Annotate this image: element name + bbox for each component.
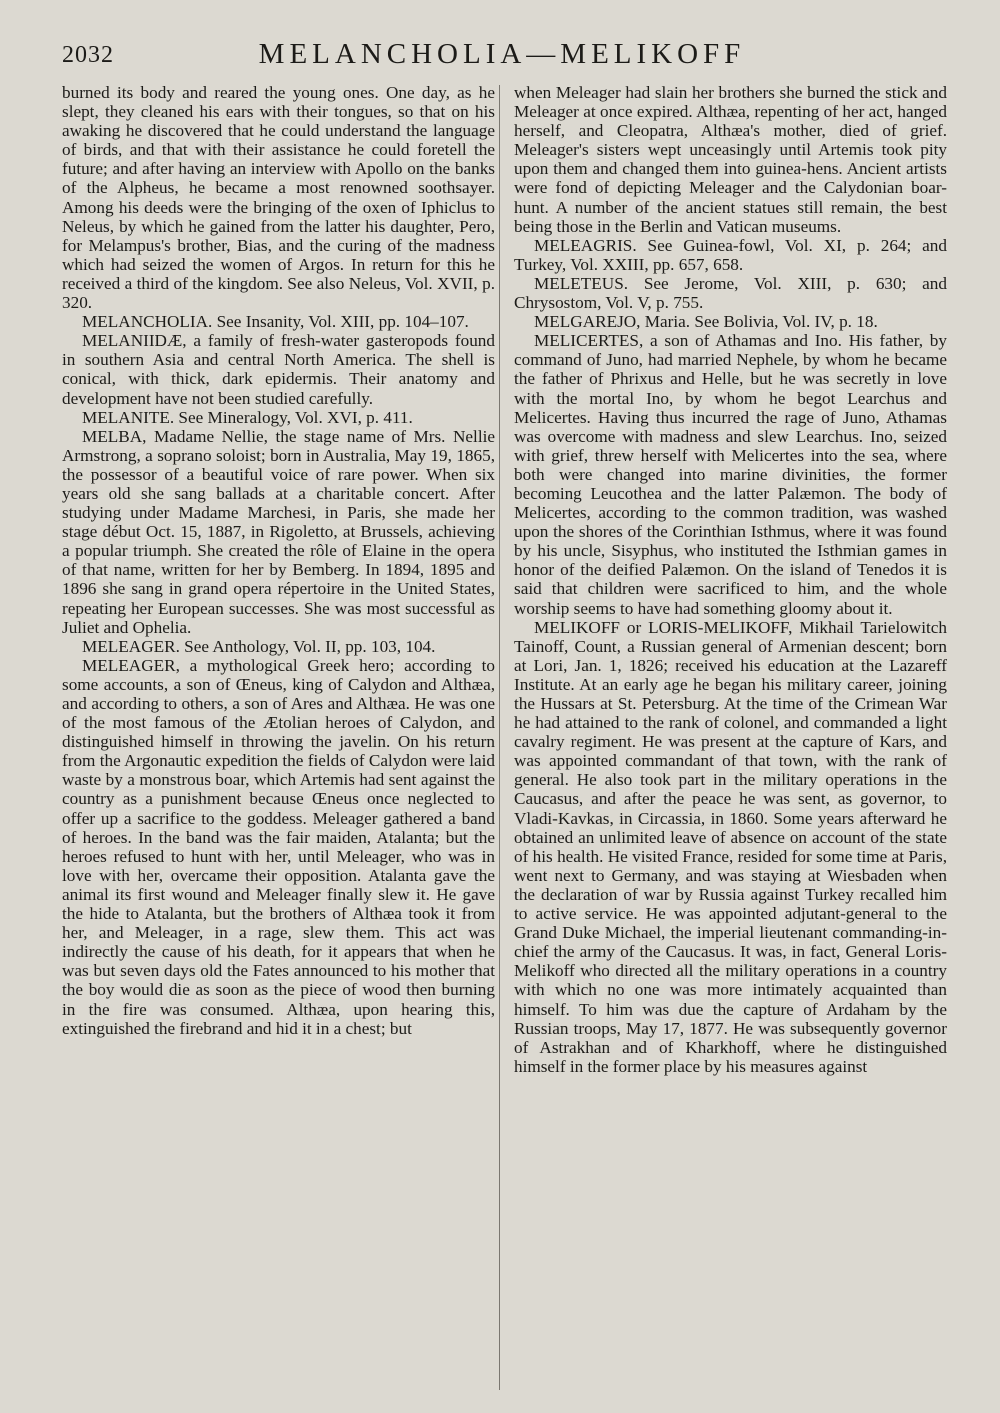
entry-melikoff: MELIKOFF or LORIS-MELIKOFF, Mikhail Tarielowitch Tainoff, Count, a Russian general of Armenian descent; born at Lori, Jan. 1, 1826; received his education at the Lazareff Institute. At an early age he began his military career, joining the Hussars at St. Petersburg. At the time of the Crimean War he had attained to the rank of colonel, and commanded a light cavalry regiment. He was present at the capture of Kars, and was appointed commandant of that town, with the rank of general. He also took part in the military operations in the Caucasus, and after the peace he was sent, as governor, to Vladi-Kavkas, in Circassia, in 1860. Some years afterward he obtained an unlimited leave of absence on account of the state of his health. He visited France, resided for some time at Paris, went next to Germany, and was staying at Wiesbaden when the declaration of war by Russia against Turkey recalled him to active service. He was appointed adjutant-general to the Grand Duke Michael, the imperial lieutenant commanding-in-chief the army of the Caucasus. It was, in fact, General Loris-Melikoff who directed all the military operations in a country with which no one was more intimately acquainted than himself. To him was due the capture of Ardaham by the Russian troops, May 17, 1877. He was subsequently governor of Astrakhan and of Kharkhoff, where he distinguished himself in the former place by his measures against [514,617,947,1076]
column-divider [499,85,500,1390]
entry-melicertes: MELICERTES, a son of Athamas and Ino. His father, by command of Juno, had married Nephele, by whom he became the father of Phrixus and Helle, but he was secretly in love with the mortal Ino, by whom he begot Learchus and Melicertes. Having thus incurred the rage of Juno, Athamas was overcome with madness and slew Learchus. Ino, seized with grief, threw herself with Melicertes into the sea, where both were changed into marine divinities, the former becoming Leucothea and the latter Palæmon. The body of Melicertes, according to the common tradition, was washed upon the shores of the Corinthian Isthmus, where it was found by his uncle, Sisyphus, who instituted the Isthmian games in honor of the deified Palæmon. On the island of Tenedos it is said that children were sacrificed to him, and the whole worship seems to have had something gloomy about it. [514,331,947,618]
entry-melancholia: MELANCHOLIA. See Insanity, Vol. XIII, pp. 104–107. [82,312,469,332]
entry-melaniidae: MELANIIDÆ, a family of fresh-water gasteropods found in southern Asia and central North America. The shell is conical, with thick, dark epidermis. Their anatomy and development have not been studied carefully. [62,331,495,408]
entry-meleager-cross-ref: MELEAGER. See Anthology, Vol. II, pp. 103, 104. [82,636,436,656]
entry-melanite: MELANITE. See Mineralogy, Vol. XVI, p. 411. [82,407,413,427]
entry-meleteus: MELETEUS. See Jerome, Vol. XIII, p. 630; and Chrysostom, Vol. V, p. 755. [514,273,947,313]
left-column [62,83,495,1038]
entry-melampus-continued: burned its body and reared the young ones. One day, as he slept, they cleaned his ears with their tongues, so that on his awaking he discovered that he could understand the language of birds, and that with their assistance he could foretell the future; and after having an interview with Apollo on the banks of the Alpheus, he became a most renowned soothsayer. Among his deeds were the bringing of the oxen of Iphiclus to Neleus, by which he gained from the latter his daughter, Pero, for Melampus's brother, Bias, and the curing of the madness which had seized the women of Argos. In return for this he received a third of the kingdom. See also Neleus, Vol. XVII, p. 320. [62,83,495,313]
right-column [514,83,947,1076]
entry-melba: MELBA, Madame Nellie, the stage name of Mrs. Nellie Armstrong, a soprano soloist; born in Australia, May 19, 1865, the possessor of a beautiful voice of rare power. When six years old she sang ballads at a charitable concert. After studying under Madame Marchesi, in Paris, she made her stage début Oct. 15, 1887, in Rigoletto, at Brussels, achieving a popular triumph. She created the rôle of Elaine in the opera of that name, written for her by Bemberg. In 1894, 1895 and 1896 she sang in grand opera répertoire in the United States, repeating her European successes. She was most successful as Juliet and Ophelia. [62,426,495,637]
entry-meleagris: MELEAGRIS. See Guinea-fowl, Vol. XI, p. 264; and Turkey, Vol. XXIII, pp. 657, 658. [514,235,947,274]
page-number: 2032 [62,42,114,68]
entry-meleager: MELEAGER, a mythological Greek hero; according to some accounts, a son of Œneus, king of Calydon and Althæa, and according to others, a son of Ares and Althæa. He was one of the most famous of the Ætolian heroes of Calydon, and distinguished himself in throwing the javelin. On his return from the Argonautic expedition the fields of Calydon were laid waste by a monstrous boar, which Artemis had sent against the country as a punishment because Œneus once neglected to offer up a sacrifice to the goddess. Meleager gathered a band of heroes. In the band was the fair maiden, Atalanta; but the heroes refused to hunt with her, until Meleager, who was in love with her, overcame their opposition. Atalanta gave the animal its first wound and Meleager finally slew it. He gave the hide to Atalanta, but the brothers of Althæa took it from her, and Meleager, in a rage, slew them. This act was indirectly the cause of his death, for it appears that when he was but seven days old the Fates announced to his mother that the boy would die as soon as the piece of wood then burning in the fire was consumed. Althæa, upon hearing this, extinguished the firebrand and hid it in a chest; but [62,655,495,1038]
entry-meleager-continued: when Meleager had slain her brothers she burned the stick and Meleager at once expired. Althæa, repenting of her act, hanged herself, and Cleopatra, Althæa's mother, died of grief. Meleager's sisters wept unceasingly until Artemis took pity upon them and changed them into guinea-hens. Ancient artists were fond of depicting Meleager and the Calydonian boar-hunt. A number of the ancient statues still remain, the best being those in the Berlin and Vatican museums. [514,83,947,236]
page-header [62,38,942,74]
entry-melgarejo: MELGAREJO, Maria. See Bolivia, Vol. IV, p. 18. [534,312,878,332]
running-title: MELANCHOLIA—MELIKOFF [258,38,746,70]
